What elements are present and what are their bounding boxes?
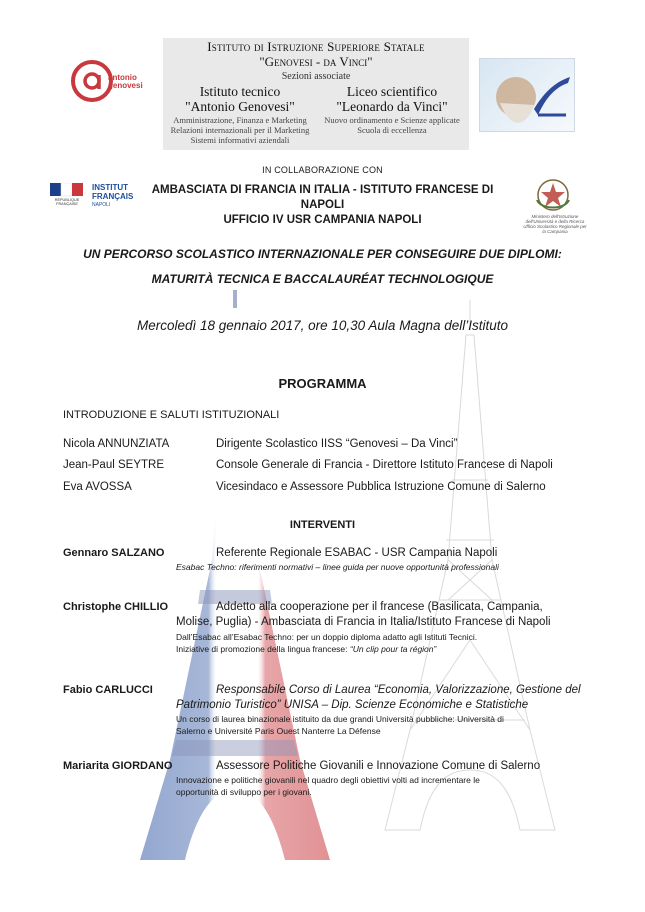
school-header bbox=[163, 38, 469, 150]
header-line-2: "Genovesi - da Vinci" bbox=[259, 54, 373, 69]
embassy-line-1: AMBASCIATA DI FRANCIA IN ITALIA - ISTITUTO FRANCESE DI NAPOLI bbox=[151, 184, 494, 211]
speaker-note: Esabac Techno: riferimenti normativi – linee guida per nuove opportunità professionali bbox=[176, 562, 499, 572]
speaker-note-quote: “Un clip pour ta région” bbox=[349, 644, 437, 654]
interventi-heading: INTERVENTI bbox=[289, 519, 356, 531]
speaker-note: Un corso di laurea binazionale istituito da due grandi Università pubbliche: Università di bbox=[176, 714, 504, 724]
speaker-note bbox=[176, 644, 436, 655]
speaker-note-text: Iniziative di promozione della lingua francese: bbox=[176, 644, 350, 654]
ministry-logo-text: Ministero dell'Istruzione dell'Università e della Ricerca Ufficio Scolastico Regionale per la Campania bbox=[523, 214, 587, 234]
speaker-note: Salerno e Université Paris Ouest Nanterre La Défense bbox=[176, 726, 381, 736]
institut-francais-logo bbox=[92, 183, 140, 207]
main-title-line-2: MATURITÀ TECNICA E BACCALAURÉAT TECHNOLOGIQUE bbox=[151, 272, 494, 286]
col-right-title1: Liceo scientifico bbox=[346, 84, 438, 99]
logo-text-2: genovesi bbox=[108, 81, 143, 90]
greeting-role: Vicesindaco e Assessore Pubblica Istruzione Comune di Salerno bbox=[216, 481, 546, 493]
da-vinci-portrait-icon bbox=[480, 59, 574, 131]
embassy-block bbox=[140, 183, 505, 228]
speaker-name: Fabio CARLUCCI bbox=[63, 684, 153, 696]
col-left-desc-3: Sistemi informativi aziendali bbox=[190, 135, 290, 145]
col-left-title1: Istituto tecnico bbox=[199, 84, 281, 99]
leonardo-da-vinci-logo bbox=[479, 58, 575, 132]
speaker-role: Referente Regionale ESABAC - USR Campania Napoli bbox=[216, 547, 498, 559]
greeting-name: Nicola ANNUNZIATA bbox=[63, 438, 170, 450]
col-right-title2: "Leonardo da Vinci" bbox=[336, 99, 448, 114]
if-logo-line3: NAPOLI bbox=[92, 202, 111, 208]
embassy-line-2: UFFICIO IV USR CAMPANIA NAPOLI bbox=[223, 214, 422, 226]
programma-heading: PROGRAMMA bbox=[278, 376, 367, 391]
speaker-role: Patrimonio Turistico” UNISA – Dip. Scienze Economiche e Statistiche bbox=[176, 699, 529, 711]
speaker-name: Christophe CHILLIO bbox=[63, 601, 169, 613]
if-logo-line2: FRANÇAIS bbox=[92, 192, 134, 201]
col-right-desc-1: Nuovo ordinamento e Scienze applicate bbox=[324, 115, 460, 125]
speaker-role: Assessore Politiche Giovanili e Innovazione Comune di Salerno bbox=[216, 760, 541, 772]
greeting-role: Console Generale di Francia - Direttore Istituto Francese di Napoli bbox=[216, 459, 553, 471]
header-associated: Sezioni associate bbox=[281, 71, 351, 82]
col-left-desc-1: Amministrazione, Finanza e Marketing bbox=[173, 115, 307, 125]
greeting-role: Dirigente Scolastico IISS “Genovesi – Da Vinci” bbox=[216, 438, 458, 450]
header-line-1: Istituto di Istruzione Superiore Statale bbox=[207, 39, 425, 54]
event-date: Mercoledì 18 gennaio 2017, ore 10,30 Aula Magna dell’Istituto bbox=[137, 318, 508, 333]
rf-logo-text: RÉPUBLIQUE FRANÇAISE bbox=[54, 198, 80, 206]
header-col-istituto-tecnico bbox=[165, 84, 315, 145]
main-title-line-1: UN PERCORSO SCOLASTICO INTERNAZIONALE PER CONSEGUIRE DUE DIPLOMI: bbox=[83, 247, 562, 261]
speaker-note: opportunità di sviluppo per i giovani. bbox=[176, 787, 312, 797]
if-logo-line1: INSTITUT bbox=[92, 183, 128, 192]
greeting-name: Jean-Paul SEYTRE bbox=[63, 459, 164, 471]
greeting-name: Eva AVOSSA bbox=[63, 481, 132, 493]
speaker-role: Molise, Puglia) - Ambasciata di Francia in Italia/Istituto Francese di Napoli bbox=[176, 616, 551, 628]
speaker-name: Mariarita GIORDANO bbox=[63, 760, 173, 772]
col-left-desc-2: Relazioni internazionali per il Marketing bbox=[170, 125, 310, 135]
col-right-desc-2: Scuola di eccellenza bbox=[357, 125, 427, 135]
speaker-name: Gennaro SALZANO bbox=[63, 547, 165, 559]
speaker-note: Innovazione e politiche giovanili nel quadro degli obiettivi volti ad incrementare le bbox=[176, 775, 480, 785]
col-left-title2: "Antonio Genovesi" bbox=[185, 99, 295, 114]
republique-francaise-logo bbox=[44, 183, 90, 205]
header-col-liceo bbox=[317, 84, 467, 135]
collab-label: IN COLLABORAZIONE CON bbox=[262, 165, 383, 175]
speaker-role: Responsabile Corso di Laurea “Economia, Valorizzazione, Gestione del bbox=[216, 684, 581, 696]
intro-heading: INTRODUZIONE E SALUTI ISTITUZIONALI bbox=[63, 409, 280, 421]
speaker-note: Dall’Esabac all’Esabac Techno: per un doppio diploma adatto agli Istituti Tecnici. bbox=[176, 632, 478, 642]
antonio-genovesi-logo bbox=[70, 56, 156, 106]
italian-emblem-icon bbox=[527, 176, 579, 214]
speaker-role: Addetto alla cooperazione per il francese (Basilicata, Campania, bbox=[216, 601, 543, 613]
logo-text-1: antonio bbox=[108, 73, 137, 82]
